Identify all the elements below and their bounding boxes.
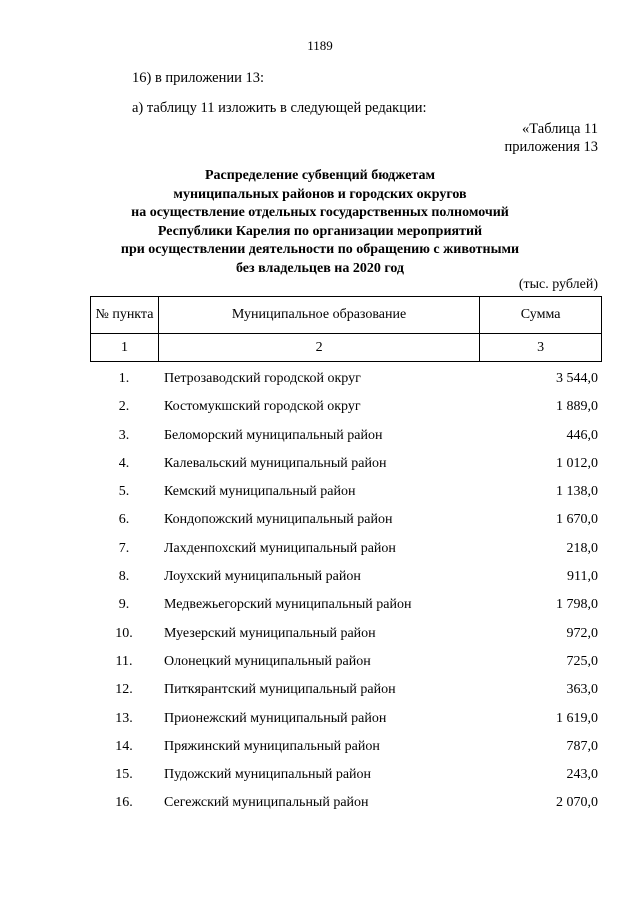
title-line-6: без владельцев на 2020 год (235, 260, 405, 276)
column-number-1: 1 (91, 334, 159, 362)
column-number-row (91, 334, 602, 362)
row-sum: 787,0 (566, 738, 598, 754)
row-municipality: Лахденпохский муниципальный район (164, 540, 396, 556)
row-municipality: Лоухский муниципальный район (164, 569, 361, 585)
intro-line-2: а) таблицу 11 изложить в следующей редакции: (132, 100, 427, 116)
table-row (90, 365, 602, 393)
row-municipality: Медвежьегорский муниципальный район (164, 597, 412, 613)
row-sum: 243,0 (566, 767, 598, 783)
title-line-4: Республики Карелия по организации мероприятий (157, 223, 483, 239)
row-sum: 446,0 (566, 427, 598, 443)
title-line-1: Распределение субвенций бюджетам (205, 168, 435, 183)
header-sum: Сумма (480, 297, 602, 334)
row-municipality: Муезерский муниципальный район (164, 625, 376, 641)
row-municipality: Пудожский муниципальный район (164, 767, 372, 783)
table-row (90, 733, 602, 761)
row-number: 3. (118, 427, 130, 443)
row-municipality: Беломорский муниципальный район (164, 427, 383, 443)
column-number-2: 2 (158, 334, 479, 362)
table-reference-2: приложения 13 (504, 139, 598, 155)
row-municipality: Пряжинский муниципальный район (164, 738, 380, 754)
row-number: 10. (115, 625, 133, 641)
row-number: 8. (118, 569, 130, 585)
row-number: 15. (115, 767, 133, 783)
row-sum: 1 138,0 (556, 484, 598, 500)
row-number: 12. (115, 682, 133, 698)
row-municipality: Петрозаводский городской округ (164, 371, 361, 386)
table-row (90, 506, 602, 534)
row-municipality: Костомукшский городской округ (164, 399, 361, 415)
table-row (90, 478, 602, 506)
row-sum: 911,0 (567, 569, 598, 585)
row-sum: 2 070,0 (556, 795, 598, 811)
row-number: 6. (118, 512, 130, 528)
row-number: 11. (115, 653, 133, 669)
row-sum: 725,0 (566, 653, 598, 669)
row-sum: 1 670,0 (556, 512, 598, 528)
row-municipality: Сегежский муниципальный район (164, 795, 369, 811)
table-row (90, 620, 602, 648)
row-number: 2. (118, 399, 130, 415)
row-municipality: Олонецкий муниципальный район (164, 653, 371, 669)
table-row (90, 535, 602, 563)
table-row (90, 789, 602, 817)
row-sum: 1 619,0 (556, 710, 598, 726)
row-number: 9. (118, 597, 130, 613)
row-municipality: Кондопожский муниципальный район (164, 512, 393, 528)
table-body (90, 365, 602, 818)
row-sum: 1 889,0 (556, 399, 598, 415)
header-number: № пункта (91, 297, 159, 334)
row-municipality: Питкярантский муниципальный район (164, 682, 396, 698)
row-sum: 218,0 (566, 540, 598, 556)
row-number: 13. (115, 710, 133, 726)
row-sum: 972,0 (566, 625, 598, 641)
intro-line-1: 16) в приложении 13: (132, 70, 265, 86)
row-sum: 3 544,0 (556, 371, 598, 386)
table-row (90, 705, 602, 733)
row-sum: 363,0 (566, 682, 598, 698)
document-title (60, 167, 580, 279)
table-row (90, 393, 602, 421)
row-number: 7. (118, 540, 130, 556)
table-row (90, 676, 602, 704)
table-reference-1: «Таблица 11 (522, 121, 598, 137)
table-row (90, 591, 602, 619)
table-header (90, 296, 602, 362)
column-number-3: 3 (480, 334, 602, 362)
units-label: (тыс. рублей) (518, 277, 598, 292)
page-number: 1189 (307, 38, 333, 53)
table-row (90, 422, 602, 450)
header-row (91, 297, 602, 334)
title-line-5: при осуществлении деятельности по обращению с животными (120, 242, 520, 258)
table-row (90, 563, 602, 591)
row-sum: 1 012,0 (556, 455, 598, 471)
title-line-3: на осуществление отдельных государственных полномочий (131, 205, 509, 221)
table-row (90, 450, 602, 478)
row-number: 4. (118, 455, 130, 471)
title-line-2: муниципальных районов и городских округов (173, 186, 467, 202)
row-sum: 1 798,0 (556, 597, 598, 613)
row-number: 5. (118, 484, 130, 500)
row-number: 14. (115, 738, 133, 754)
row-number: 1. (118, 371, 130, 386)
row-municipality: Калевальский муниципальный район (164, 455, 387, 471)
row-municipality: Кемский муниципальный район (164, 484, 356, 500)
row-number: 16. (115, 795, 133, 811)
header-municipality: Муниципальное образование (158, 297, 479, 334)
table-row (90, 761, 602, 789)
table-row (90, 648, 602, 676)
row-municipality: Прионежский муниципальный район (164, 710, 387, 726)
